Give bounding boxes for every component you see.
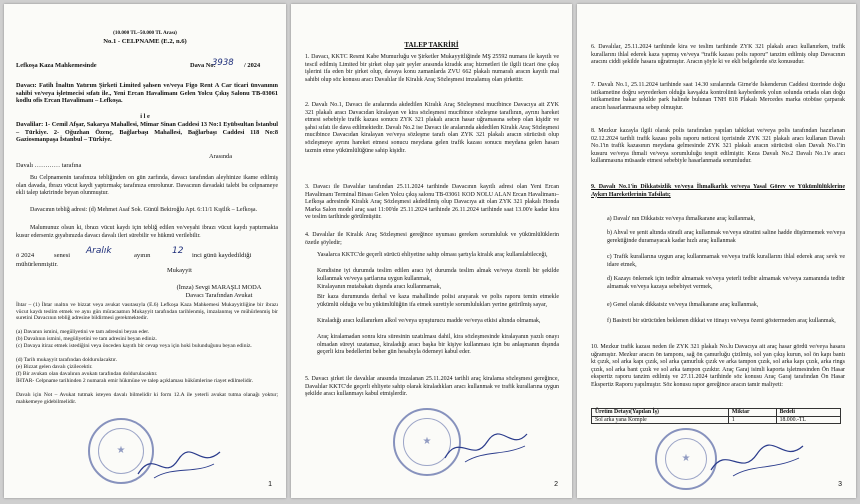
day-label: ayının (134, 252, 151, 259)
repair-cost-table (591, 408, 841, 424)
page-number: 3 (838, 481, 842, 488)
case-year: / 2024 (244, 62, 261, 69)
sealed-label: mühürlenmiştir. (16, 261, 58, 268)
lawyer-signature (134, 444, 224, 484)
negligence-item-e: e) Genel olarak dikkatsiz ve/veya ihmalkarane araç kullanmak, (607, 302, 759, 308)
note-b: (b) Davalının ismini, megüliyetini ve tam adresini beyan ediniz. (16, 336, 157, 342)
page-number: 2 (554, 481, 558, 488)
date-suffix: inci günü kaydedildiği (192, 252, 252, 259)
claim-para-3: 3. Davacı ile Davalılar tarafından 25.11.2024 tarihinde Davacının kayıtlı adresi olan Yeni Ercan Havalimanı Terminal Binası Gelen Yolcu çıkış salonu TB-03061 KOD NOLU ALAN Ercan Havalimanı–Lefkoşa adresinde Kiralık Araç Sözleşmesi akdedilmiş olup Davacıya ait olan ZYK 321 plakalı Honda Marka Salon model araç saat 11:00'de 25.11.2024 tarihinde 26.11.2024 tarihinde saat 13.00'e kadar kira ve teslim tarihinde görülmüştür. (305, 184, 559, 221)
claim-para-4: 4. Davalılar ile Kiralık Araç Sözleşmesi gereğince uyuması gereken sorumluluk ve yükümlülüklerin özetle şöyledir; (305, 232, 559, 246)
note-a: (a) Davanın ismini, megüliyetini ve tam adresini beyan eder. (16, 329, 150, 335)
obligation-4: Bir kaza durumunda derhal ve kaza mahallinde polisi arayarak ve polis raporu temin etmekle yükümlü olduğu ve bu yükümlülüğün ifa etmek suretiyle sorumlulukları yerine getirilmiş sayar, (317, 294, 559, 308)
note-f: (f) Bir avukatı olan davalının avukatı tarafından doldurulacaktır. (16, 371, 158, 377)
court-name: Lefkoşa Kaza Mahkemesinde (16, 62, 97, 69)
table-cell: 18.000.-TL (776, 416, 840, 424)
signer-role: Davacı Tarafından Avukat (185, 292, 253, 299)
claim-title: TALEP TAKRİRİ (404, 41, 459, 49)
note-d: (d) Tarih mukayyit tarafından doldurulacaktır. (16, 357, 118, 363)
company-seal: ★ (655, 428, 717, 490)
defendants-block: Davalilar: 1- Cemil Afşar, Sakarya Mahallesi, Mimar Sinan Caddesi 13 No:1 Eyübsultan İstanbul – Türkiye. 2- Oğuzhan Özenç, Bağlarbaşı Mahallesi, Bağlarbaşı Caddesi 118 No:8 Gaziosmanpaşa İstanbul – Türkiye. (16, 121, 278, 144)
negligence-item-b: b) Ahval ve şenit altında süratli araç kullanmak ve/veya süratini saline hadde düşürmemek ve/veya gerektiğinde duramayacak kadar hızlı araç kullanmak (607, 230, 845, 244)
claim-para-1: 1. Davacı, KKTC Resmi Kabe Mumurluğu ve Şirketler Mukayyitliğinde MŞ 25592 numara ile kayıtlı ve tescil edilmiş Limited bir şirket olup şair şeyler arasında kiradık araç hizmetleri ile ilgili ticari öne çıkış işlerini ifa eden bir şirket olup, davaya konu zamanlarda ZVU 662 plakalı numaralı aracın kayıtlı mal sahibi olup söz konusu aracı Davalılar ile Kiralık Araç Sözleşmesi imzalamış olan şirkettir. (305, 54, 559, 83)
page-1-celpname (4, 4, 286, 498)
day-handwritten: 12 (172, 246, 184, 256)
form-title: No.1 - CELPNAME (E.2, n.6) (103, 38, 187, 45)
claim-para-10: 10. Mezkur trafik kazası neden ile ZYK 321 plakalı No.lu Davacıya ait araç hasar gördü ve/veya hasara uğramıştır. Mezkur aracın ön tamponı, sağ ön çamurluğu çizilmiş, sol yan çıkış kurun, sol ön kapı bantı kt çızık, sol arka kapı çızık, sol arka çamurluk çızık ve arka tampon çızık, sol arka kapı çızık, arka rings çızık, sol arka bant çızık ve sol arka tampon çızıktır. Araç Garaj isimli kaporta işletmesinden Ön Hasar ekspertiz raporu tanzim edilmiş ve 27.11.2024 tarihinde söz konusu Araç Garaj tarafından Ön Hasar Ekspertiz Raporu yapılmıştır. Söz konusu rapor gereğince aracın tamir maliyeti: (591, 344, 845, 388)
case-label: Dava No: (190, 62, 216, 69)
company-seal: ★ (393, 408, 461, 476)
date-prefix: ö 2024 (16, 252, 35, 259)
summons-body-1: Bu Celpnamenin tarafınıza tebliğinden on gün zarfında, davacı tarafından aleyhinize ikame edilmiş olan davada, ibrazı vücut kaydi yaptırmakç tarafınıza emrolunur. Davacının davadaki talebi bu celpnameye ekli talep takririnde beyan olunmuştur. (16, 175, 278, 197)
table-cell: 1 (728, 416, 776, 424)
obligation-6: Araç kiralamadan sonra kira süresinin uzatılması dahil, kira sözleşmesinde kiralayanın yazılı onayı olmadan süreyi uzatamaz, kiraladığı aracı başka bir kişiye kullanması için bu anlaşmanın dışında geçerli kira bedellerini beher gün hesabıyla ödemeyi kabul eder. (317, 334, 559, 356)
plaintiff-block: Davacı: Fatih İnaltın Yatırım Şirketi Limited şahsen ve/veya Figo Rent A Car ticari ünvanının sahibi ve/veya işletmecisi sıfatı ile., Yeni Ercan Havalimanı Gelen Yolcu Çıkış Salonu TB-03061 kodlu ofis Ercan Havalimanı – Lefkoşa. (16, 82, 278, 105)
claim-para-8: 8. Mezkur kazayla ilgili olarak polis tarafından yapılan tahkikat ve/veya polis tarafından hazırlanan 02.12.2024 tarihli trafik kazası polis raporu neticesi içerisinde ZYK 321 plakalı aracı kullanan Davalı No.1'in trafik kazasının meydana gelmesinde ZYK 321 plakalı aracın sürücüsü olan Davalı No.1'in kusuru ve/veya ihmali ve/veya sorumluluğu tespit edilmiştir. Keza Davalı No.2 Davalı No.1'e aracı kullanmasına müsaade etmesi sebebiyle hasarlanmada sorumludur. (591, 128, 845, 165)
table-header-row (592, 409, 841, 417)
claim-para-2: 2. Davalı No.1, Davacı ile aralarında akdedilen Kiralık Araç Sözleşmesi mucibince Davacıya ait ZYK 321 plakalı aracı Davacıdan kiralayan ve kira sözleşmesi mucibince sözleşme taraflının, ayrını hareket etmesi sebebiyle trafik kazası sonucu ZYK 321 plakalı aracın hasar uğramasına sebep olan kişidir ve şahsi sıfatı ile dava edilmektedir. Davalı No.2 ise Davacı ile aralarında akdedilen Kiralık Araç Sözleşmesi mucibince Davacıdan kiralayan ve/veya sözleşme tarafı olan ZYK 321 plakalı aracın sürücüsü olup sözleşmeye ayrını hareket etmesi sonucu meydana gelen trafik kazası sonucu meydana gelen hasarı tazmin etme yükümlülüğüne sahip kişidir. (305, 102, 559, 154)
summons-body-2: Davacının tebliğ adresi: (d) Mehmet Asaf Sok. Günül Bekiroğlu Apt. 6:11/1 Kıştlik – Lefkoşa. (30, 207, 258, 213)
obligation-5: Kiraladığı aracı kullanırken alkol ve/veya uyuşturucu madde ve/veya etkisi altında olmamak, (317, 318, 541, 324)
davali-line: Davalı ………… tarafına (16, 162, 82, 169)
obligation-1: Yasalarca KKTC'de geçerli sürücü ehliyetine sahip olması şartıyla kiralık araç kullanılabileceği, (317, 252, 548, 258)
ile-text: i l e (140, 113, 150, 120)
arasinda-label: Arasında (209, 153, 233, 160)
table-cell: Sol arka yana Komple (592, 416, 729, 424)
note-davali: Davalı için Not – Avukat tutmak isteyen davalı bilmelidir ki form 12.A ile yeterli avukat tutma olanağı yoktur; mahkemeye gidebilmelidir. (16, 392, 278, 405)
table-row (592, 416, 841, 424)
note-c: (c) Davaya itiraz etmek istediğini veya önceden kayıtlı bir cevap veya için hoki bulunduğunu beyan ediniz. (16, 343, 252, 349)
lawyer-signature (441, 424, 531, 468)
claim-para-5: 5. Davacı şirket ile davalılar arasında imzalanan 25.11.2024 tarihli araç kiralama sözleşmesi gereğince, Davalılar KKTC'de geçerli ehliyete sahip olarak kiraladıkları aracı kullanmak ve trafik kurallarına uygun şekilde aracı kullanmayı kabul etmişlerdir. (305, 376, 559, 398)
company-seal: ★ (88, 418, 154, 484)
negligence-item-f: f) Basireti bir sürücüden beklenen dikkat ve itinayı ve/veya özeni göstermeden araç kullanmak, (607, 318, 836, 324)
lawyer-signature (707, 438, 807, 482)
negligence-item-c: c) Trafik kurallarına uygun araç kullanmamak ve/veya trafik kurallarını ihlal ederek araç sevk ve idare etmek, (607, 254, 845, 268)
table-header: Bedeli (776, 409, 840, 417)
page-number: 1 (268, 481, 272, 488)
registrar-label: Mukayyit (167, 267, 192, 274)
negligence-item-d: d) Kazayı önlemek için tedbir almamak ve/veya yeterli tedbir almamak ve/veya zamanında tedbir almamak ve/veya kazaya sebebiyet vermek, (607, 276, 845, 290)
notes-main: İhtar – (1) İhtar ınaltın ve bizzat veya avukat vasıtasıyla (E.6) Lefkoşa Kaza Mahkemesi Mukayyitliğine bir ibrazı vücut kaydı teslim etmek ve aynı gün müracaatnın Mukayyit tarafından tarihlenmiş, imzalanmış ve mühürlenmiş bir suretini Davacının tebliğ adresine bildirmesi gerekmektedir. (16, 302, 278, 322)
month-handwritten: Aralık (86, 246, 112, 256)
negligence-item-a: a) Davalı' nın Dikkatsiz ve/veya ihmalkarane araç kullanmak, (607, 216, 756, 222)
page-3-claim-continued (577, 4, 856, 498)
claim-para-7: 7. Davalı No.1, 25.11.2024 tarihinde saat 14.30 sıralarında Girne'de İskenderun Caddesi üzerinde doğu istikametine doğru seyrederken olduğu kavşakta kontrolünü kaybederek yolun solunda ortada olan doğu istikametine bakar şekilde park halinde bulunan TNH 818 Plakalı Mercedes marka otobüse çarparak aracın hasarlanmasına sebep olmuştur. (591, 82, 845, 111)
obligation-3: Kiralayanın mutabakatı dışında aracı kullanmamak, (317, 284, 442, 290)
note-e: (e) Bizzat gelen davalı çizilecektir. (16, 364, 93, 370)
table-header: Miktar (728, 409, 776, 417)
claim-para-6: 6. Davalılar, 25.11.2024 tarihinde kira ve teslim tarihinde ZYK 321 plakalı aracı kullanırken, trafik kurallarını ihlal ederek kaza yapmış ve/veya “trafik kazası polis raporu” tanzim edilmiş olup Davacının aracını ciddi şekilde hasara uğratmıştır. Aracın şöyle ki ve ekli belgelerde söz konusudur. (591, 44, 845, 66)
date-mid: senesi (54, 252, 71, 259)
page-2-claim (291, 4, 572, 498)
obligation-2: Kendisine iyi durumda teslim edilen aracı iyi durumda teslim almak ve/veya özenli bir şekilde kullanmak ve/veya şartlarına uygun kullanmak, (317, 268, 559, 282)
signer-name: (İmza) Sevgi MARAŞLI MODA (176, 284, 262, 291)
case-number: 3938 (212, 58, 234, 68)
fee-range: (10.000 TL–50.000 TL Arası) (113, 30, 177, 36)
negligence-heading: 9. Davalı No.1'in Dikkatsizlik ve/veya İhmalkarlık ve/veya Yasal Görev ve Yükümlülüklerine Aykırı Hareketlerinin Tafsilatı; (591, 184, 845, 198)
table-header: Üretim Detayı(Yapılan İş) (592, 409, 729, 417)
summons-body-3: Malumunuz olsun ki, ibrazı vücut kaydı için tebliğ edilen ve/veyahi ibrazı vücut kaydı yaptırmakta kusur ederseniz gıyabınızda davacı davalı ileri sürebilir ve hükmü verilebilir. (16, 225, 278, 239)
note-ihtar: İHTAR- Celpname tarihinden 2 numaralı emir hükmüne ve talep açıklaması hükümlerine riayet edilmelidir. (16, 378, 254, 384)
